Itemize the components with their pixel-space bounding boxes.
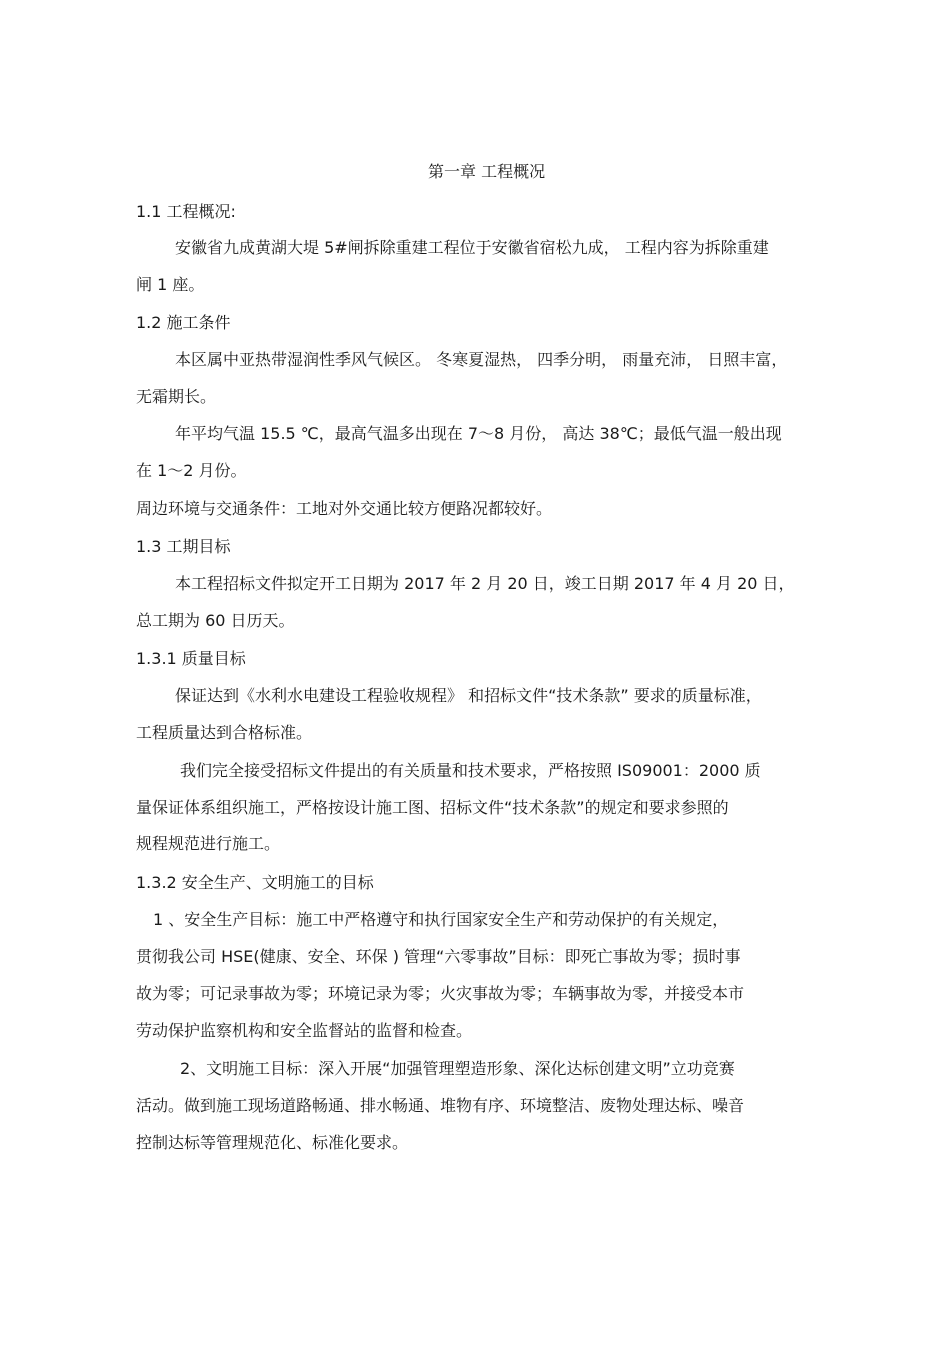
paragraph-line: 总工期为 60 日历天。 xyxy=(136,611,295,630)
paragraph-line: 故为零；可记录事故为零；环境记录为零；火灾事故为零；车辆事故为零，并接受本市 xyxy=(136,984,745,1003)
section-heading-1-3-2: 1.3.2 安全生产、文明施工的目标 xyxy=(136,873,374,892)
paragraph-line: 周边环境与交通条件：工地对外交通比较方便路况都较好。 xyxy=(136,499,553,518)
paragraph-line: 安徽省九成黄湖大堤 5#闸拆除重建工程位于安徽省宿松九成， 工程内容为拆除重建 xyxy=(175,238,769,257)
section-heading-1-3: 1.3 工期目标 xyxy=(136,537,231,556)
section-heading-1-3-1: 1.3.1 质量目标 xyxy=(136,649,246,668)
paragraph-line: 闸 1 座。 xyxy=(136,275,205,294)
paragraph-line: 贯彻我公司 HSE(健康、安全、环保 ) 管理“六零事故”目标：即死亡事故为零；损时事 xyxy=(136,947,741,966)
paragraph-line: 无霜期长。 xyxy=(136,387,217,406)
paragraph-line: 2、文明施工目标：深入开展“加强管理塑造形象、深化达标创建文明”立功竞赛 xyxy=(180,1059,735,1078)
paragraph-line: 年平均气温 15.5 ℃，最高气温多出现在 7～8 月份， 高达 38℃；最低气温一般出现 xyxy=(175,424,782,443)
section-heading-1-2: 1.2 施工条件 xyxy=(136,313,231,332)
paragraph-line: 劳动保护监察机构和安全监督站的监督和检查。 xyxy=(136,1021,473,1040)
chapter-title: 第一章 工程概况 xyxy=(428,162,546,181)
paragraph-line: 本区属中亚热带湿润性季风气候区。 冬寒夏湿热， 四季分明， 雨量充沛， 日照丰富， xyxy=(175,350,788,369)
paragraph-line: 本工程招标文件拟定开工日期为 2017 年 2 月 20 日，竣工日期 2017 年 4 月 20 日， xyxy=(175,574,795,593)
section-heading-1-1: 1.1 工程概况: xyxy=(136,202,236,221)
paragraph-line: 保证达到《水利水电建设工程验收规程》 和招标文件“技术条款” 要求的质量标准， xyxy=(175,686,762,705)
paragraph-line: 活动。做到施工现场道路畅通、排水畅通、堆物有序、环境整洁、废物处理达标、噪音 xyxy=(136,1096,745,1115)
paragraph-line: 控制达标等管理规范化、标准化要求。 xyxy=(136,1133,409,1152)
paragraph-line: 在 1～2 月份。 xyxy=(136,461,247,480)
paragraph-line: 量保证体系组织施工，严格按设计施工图、招标文件“技术条款”的规定和要求参照的 xyxy=(136,798,729,817)
paragraph-line: 我们完全接受招标文件提出的有关质量和技术要求，严格按照 IS09001：2000 质 xyxy=(180,761,761,780)
paragraph-line: 工程质量达到合格标准。 xyxy=(136,723,313,742)
paragraph-line: 规程规范进行施工。 xyxy=(136,834,281,853)
paragraph-line: 1 、安全生产目标：施工中严格遵守和执行国家安全生产和劳动保护的有关规定， xyxy=(153,910,729,929)
